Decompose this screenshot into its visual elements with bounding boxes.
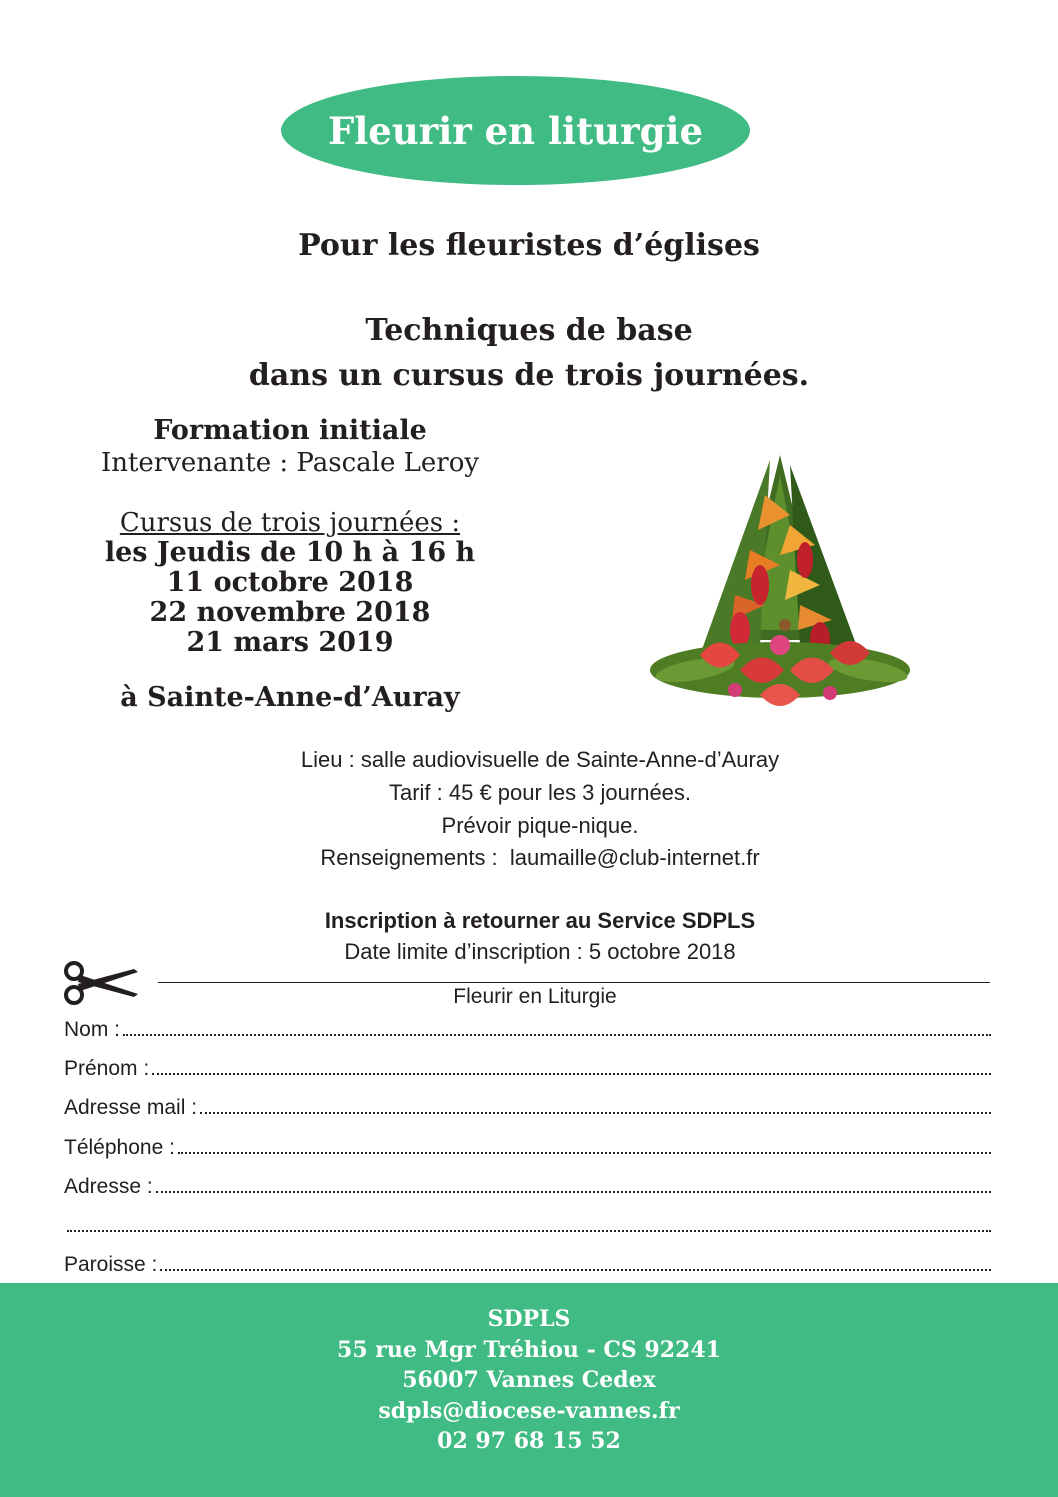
- footer: [0, 1283, 1058, 1497]
- subtitle: Pour les fleuristes d’églises: [298, 228, 760, 263]
- footer-org: SDPLS: [487, 1306, 571, 1332]
- formation-heading: Formation initiale: [153, 415, 427, 446]
- field-label-adresse: Adresse :: [64, 1175, 153, 1198]
- form-row-telephone[interactable]: [64, 1136, 991, 1160]
- scissors-icon: [62, 960, 140, 1006]
- date-2: 22 novembre 2018: [149, 597, 431, 628]
- techniques-line-1: Techniques de base: [365, 313, 693, 348]
- field-paroisse-input[interactable]: [160, 1253, 991, 1271]
- detail-tarif: Tarif : 45 € pour les 3 journées.: [388, 780, 692, 805]
- flower-bouquet-image: [640, 455, 920, 730]
- cursus-label: Cursus de trois journées :: [119, 508, 461, 538]
- form-title: Fleurir en Liturgie: [453, 985, 617, 1008]
- inscription-deadline: Date limite d’inscription : 5 octobre 2018: [344, 939, 736, 964]
- form-row-adresse[interactable]: [64, 1175, 991, 1199]
- title-oval: [281, 76, 750, 185]
- intervenante: Intervenante : Pascale Leroy: [100, 448, 480, 478]
- form-row-mail[interactable]: [64, 1096, 991, 1120]
- page-title: Fleurir en liturgie: [327, 108, 704, 153]
- schedule: les Jeudis de 10 h à 16 h: [104, 537, 476, 568]
- field-adresse-input[interactable]: [156, 1175, 991, 1193]
- footer-address: 55 rue Mgr Tréhiou - CS 92241: [337, 1336, 721, 1363]
- field-adresse-2-input[interactable]: [67, 1214, 991, 1232]
- form-row-paroisse[interactable]: [64, 1253, 991, 1277]
- inscription-heading: Inscription à retourner au Service SDPLS: [324, 908, 756, 933]
- footer-city: 56007 Vannes Cedex: [402, 1367, 656, 1393]
- location: à Sainte-Anne-d’Auray: [120, 682, 460, 713]
- field-telephone-input[interactable]: [178, 1136, 991, 1154]
- field-mail-input[interactable]: [200, 1096, 991, 1114]
- date-1: 11 octobre 2018: [166, 567, 414, 598]
- footer-phone: 02 97 68 15 52: [437, 1428, 621, 1454]
- techniques-line-2: dans un cursus de trois journées.: [248, 358, 810, 393]
- field-nom-input[interactable]: [123, 1018, 991, 1036]
- detail-lieu: Lieu : salle audiovisuelle de Sainte-Anne-d’Auray: [300, 747, 780, 772]
- cut-line: [158, 982, 990, 983]
- field-label-paroisse: Paroisse :: [64, 1253, 158, 1276]
- date-3: 21 mars 2019: [186, 627, 394, 658]
- form-row-nom[interactable]: [64, 1018, 991, 1042]
- detail-prevoir: Prévoir pique-nique.: [441, 813, 639, 838]
- field-prenom-input[interactable]: [152, 1057, 991, 1075]
- field-label-telephone: Téléphone :: [64, 1136, 175, 1159]
- form-row-adresse-2[interactable]: [64, 1214, 991, 1232]
- field-label-nom: Nom :: [64, 1018, 121, 1041]
- field-label-prenom: Prénom :: [64, 1057, 150, 1080]
- footer-email: sdpls@diocese-vannes.fr: [378, 1397, 680, 1424]
- detail-renseignements: Renseignements : laumaille@club-internet.fr: [320, 845, 760, 870]
- field-label-mail: Adresse mail :: [64, 1096, 198, 1119]
- form-row-prenom[interactable]: [64, 1057, 991, 1081]
